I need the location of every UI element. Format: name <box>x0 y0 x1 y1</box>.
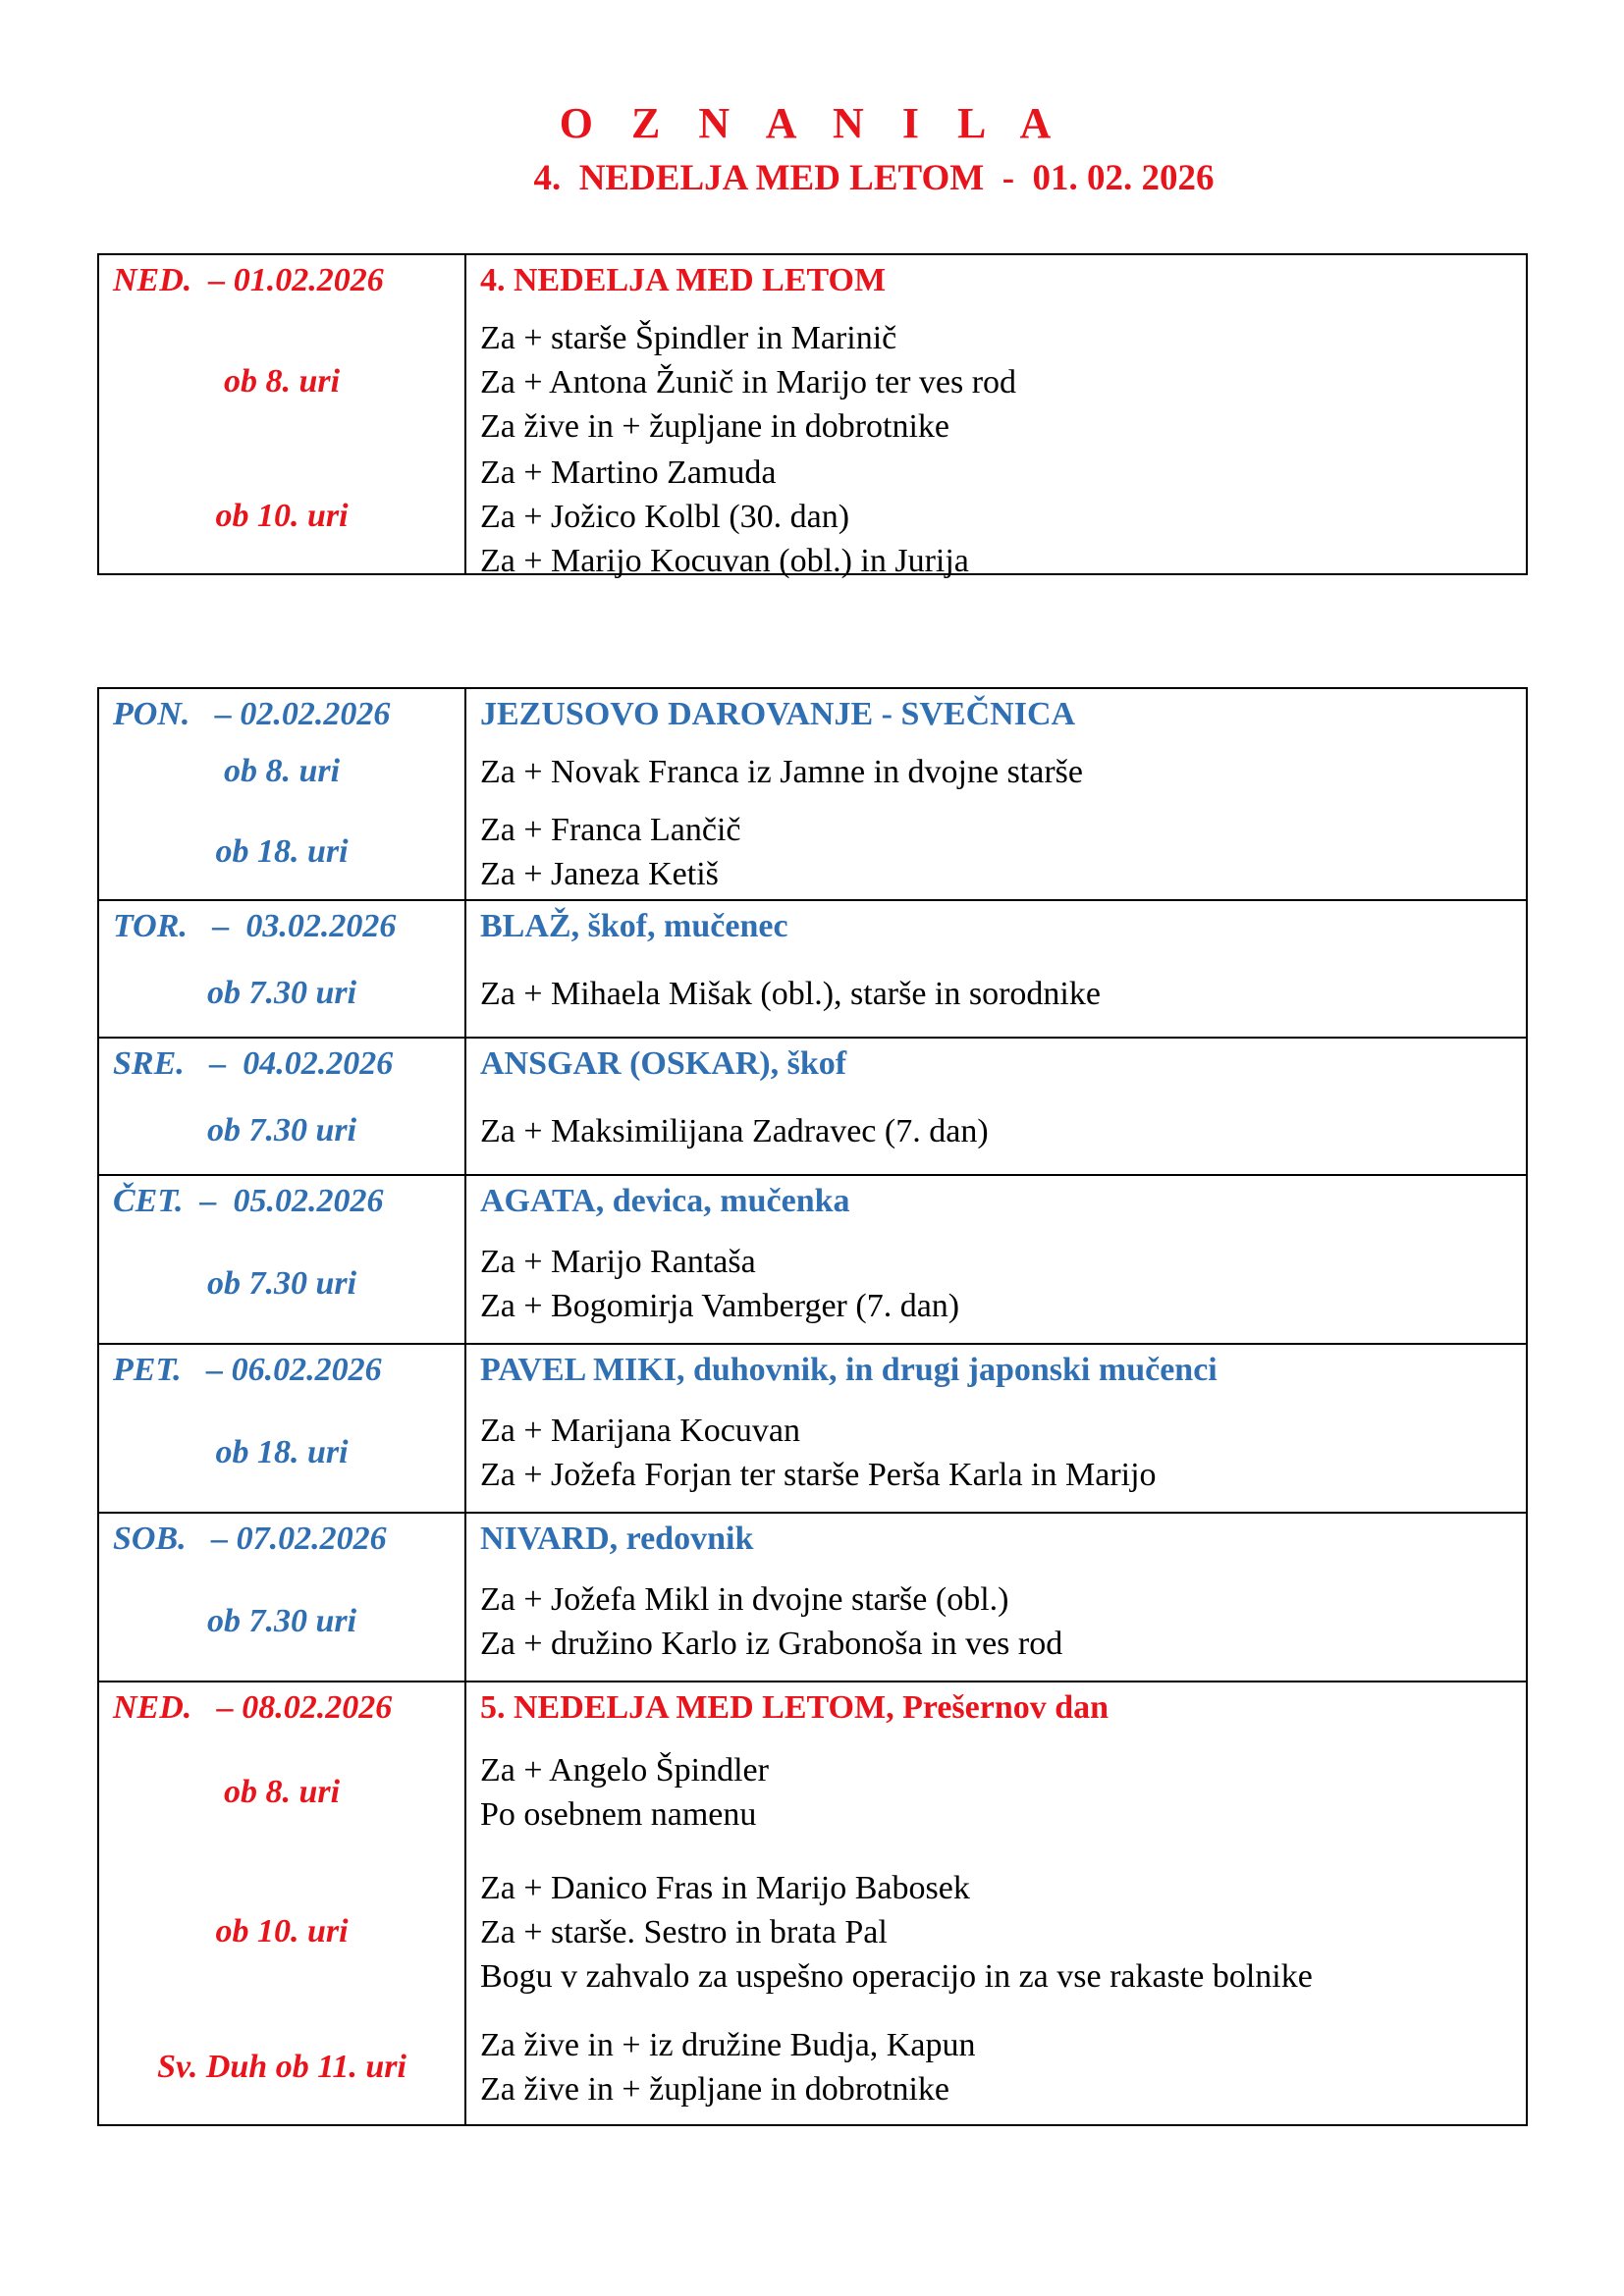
mass-intentions <box>466 454 1526 579</box>
week-schedule-table <box>97 687 1528 2126</box>
mass-intentions <box>466 304 1526 459</box>
mass-time: ob 7.30 uri <box>206 975 357 1011</box>
mass-time: ob 10. uri <box>215 1913 349 1949</box>
page-title: O Z N A N I L A <box>559 99 1065 147</box>
mass-intentions <box>466 1088 1526 1174</box>
intentions-cell <box>465 1344 1527 1513</box>
mass-intentions <box>466 738 1526 805</box>
mass-intentions <box>466 805 1526 899</box>
intention-line: Za + družino Karlo iz Grabonoša in ves rod <box>480 1626 1063 1662</box>
day-row <box>98 254 1527 574</box>
mass-time: ob 18. uri <box>215 833 349 870</box>
feast-title: JEZUSOVO DAROVANJE - SVEČNICA <box>480 696 1076 732</box>
page-subtitle: 4. NEDELJA MED LETOM - 01. 02. 2026 <box>533 158 1215 198</box>
day-cell <box>98 688 465 900</box>
day-date: NED. – 01.02.2026 <box>113 262 384 298</box>
feast-title: ANSGAR (OSKAR), škof <box>480 1045 847 1082</box>
intention-line: Za + starše Špindler in Marinič <box>480 319 897 356</box>
day-date: PET. – 06.02.2026 <box>113 1352 382 1388</box>
feast-title: 4. NEDELJA MED LETOM <box>480 262 887 298</box>
day-cell <box>98 254 465 574</box>
day-date: ČET. – 05.02.2026 <box>113 1183 384 1219</box>
mass-intentions <box>466 1394 1526 1512</box>
day-cell <box>98 900 465 1038</box>
intention-line: Za + Danico Fras in Marijo Babosek <box>480 1869 970 1906</box>
day-date: SOB. – 07.02.2026 <box>113 1521 387 1557</box>
feast-title: BLAŽ, škof, mučenec <box>480 908 788 944</box>
intentions-cell <box>465 1038 1527 1175</box>
feast-title: 5. NEDELJA MED LETOM, Prešernov dan <box>480 1689 1110 1726</box>
day-row <box>98 1682 1527 2125</box>
mass-time: ob 10. uri <box>215 498 349 534</box>
day-date: NED. – 08.02.2026 <box>113 1689 393 1726</box>
intention-line: Za + Antona Žunič in Marijo ter ves rod <box>480 363 1017 400</box>
intention-line: Za + Jožefa Mikl in dvojne starše (obl.) <box>480 1581 1009 1618</box>
day-cell <box>98 1344 465 1513</box>
intention-line: Za žive in + župljane in dobrotnike <box>480 407 950 445</box>
intention-line: Za + Marijo Kocuvan (obl.) in Jurija <box>480 542 969 579</box>
intentions-cell <box>465 900 1527 1038</box>
intention-line: Za + Marijana Kocuvan <box>480 1413 800 1449</box>
intentions-cell <box>465 1513 1527 1682</box>
intention-line: Za žive in + župljane in dobrotnike <box>480 2071 950 2108</box>
mass-time: ob 7.30 uri <box>206 1265 357 1302</box>
mass-time: ob 8. uri <box>223 1774 341 1810</box>
mass-intentions <box>466 1563 1526 1681</box>
day-row <box>98 1513 1527 1682</box>
intentions-cell <box>465 254 1527 579</box>
intention-line: Za + Martino Zamuda <box>480 454 777 491</box>
feast-title: AGATA, devica, mučenka <box>480 1183 850 1219</box>
day-date: TOR. – 03.02.2026 <box>113 908 397 944</box>
mass-time: ob 7.30 uri <box>206 1112 357 1148</box>
intention-line: Po osebnem namenu <box>480 1796 757 1833</box>
day-date: PON. – 02.02.2026 <box>113 696 391 732</box>
intention-line: Za + Mihaela Mišak (obl.), starše in sorodnike <box>480 975 1101 1012</box>
day-cell <box>98 1038 465 1175</box>
day-row <box>98 1175 1527 1344</box>
mass-intentions <box>466 1732 1526 1853</box>
intention-line: Za + Maksimilijana Zadravec (7. dan) <box>480 1112 989 1149</box>
day-row <box>98 688 1527 900</box>
mass-time: ob 8. uri <box>223 753 341 789</box>
mass-intentions <box>466 1225 1526 1343</box>
mass-time: ob 7.30 uri <box>206 1603 357 1639</box>
feast-title: NIVARD, redovnik <box>480 1521 754 1557</box>
intention-line: Za + Novak Franca iz Jamne in dvojne starše <box>480 753 1083 790</box>
day-date: SRE. – 04.02.2026 <box>113 1045 394 1082</box>
intention-line: Za + starše. Sestro in brata Pal <box>480 1913 888 1950</box>
feast-title: PAVEL MIKI, duhovnik, in drugi japonski mučenci <box>480 1352 1218 1388</box>
day-cell <box>98 1513 465 1682</box>
day-cell <box>98 1682 465 2125</box>
intention-line: Za + Marijo Rantaša <box>480 1244 756 1280</box>
mass-time: ob 18. uri <box>215 1434 349 1470</box>
day-row <box>98 1344 1527 1513</box>
intentions-cell <box>465 1682 1527 2125</box>
intentions-cell <box>465 1175 1527 1344</box>
mass-time: ob 8. uri <box>223 363 341 400</box>
day-cell <box>98 1175 465 1344</box>
intention-line: Bogu v zahvalo za uspešno operacijo in za vse rakaste bolnike <box>480 1957 1313 1995</box>
intention-line: Za žive in + iz družine Budja, Kapun <box>480 2027 976 2063</box>
mass-time: Sv. Duh ob 11. uri <box>157 2049 406 2085</box>
mass-intentions <box>466 1853 1526 2010</box>
sunday-schedule-table <box>97 253 1528 579</box>
intention-line: Za + Jožico Kolbl (30. dan) <box>480 498 850 535</box>
day-row <box>98 900 1527 1038</box>
intentions-cell <box>465 688 1527 900</box>
day-row <box>98 1038 1527 1175</box>
intention-line: Za + Jožefa Forjan ter starše Perša Karla in Marijo <box>480 1457 1157 1493</box>
intention-line: Za + Janeza Ketiš <box>480 856 719 892</box>
intention-line: Za + Angelo Špindler <box>480 1752 769 1789</box>
intention-line: Za + Franca Lančič <box>480 812 741 848</box>
intention-line: Za + Bogomirja Vamberger (7. dan) <box>480 1288 960 1324</box>
mass-intentions <box>466 2010 1526 2124</box>
mass-intentions <box>466 950 1526 1037</box>
